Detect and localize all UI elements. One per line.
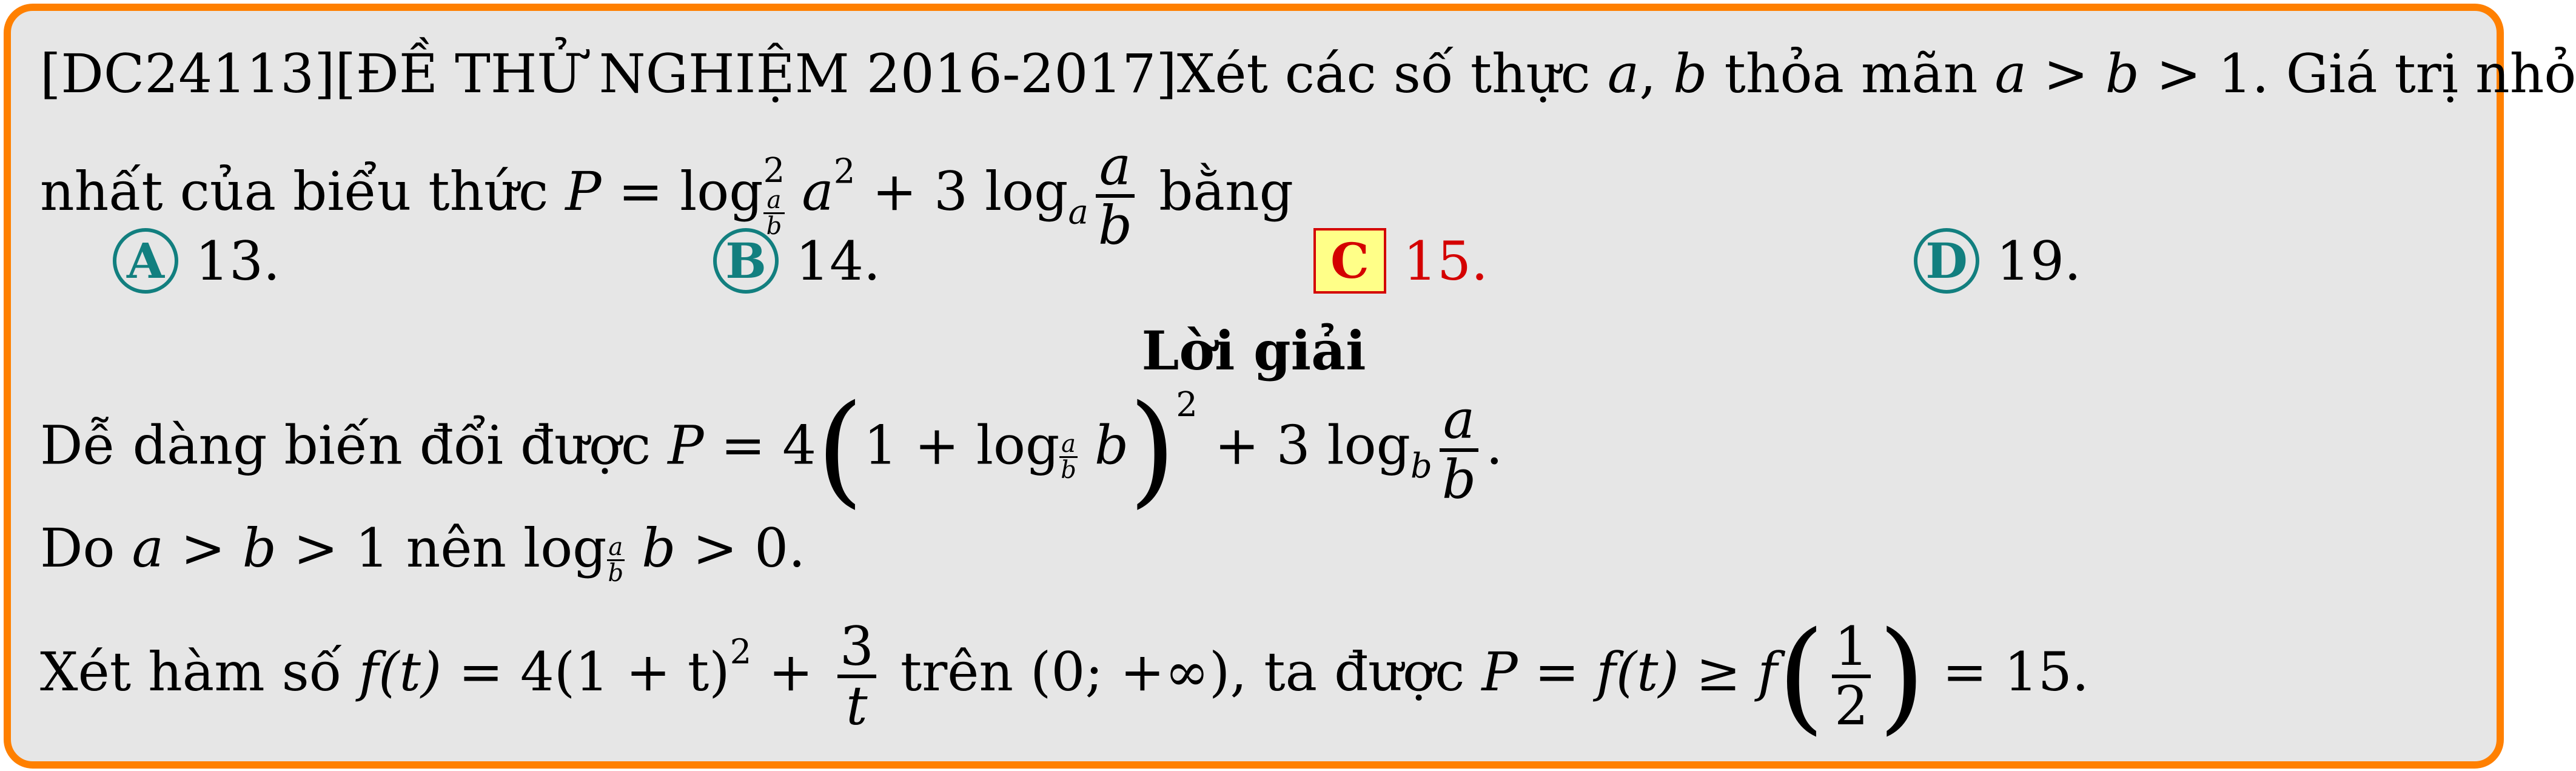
solution-line-2: Do a > b > 1 nên log $\frac{a}{b}$ b > 0. bbox=[40, 517, 806, 587]
fraction-a-over-b: $\frac{a}{b}$ bbox=[1440, 392, 1478, 508]
question-line-2: nhất của biểu thức P = log 2 $\frac{a}{b}$ $a^2 + 3$ $\log_a$ $\frac{a}{b}$ bằng bbox=[40, 135, 1293, 257]
solution-line-3: Xét hàm số $f(t) = 4(1 + t)^2$ + $\frac{3}{t}$ trên (0; +∞), ta được P = f(t) ≥ f( $\frac{1}{2}$ ) = 15. bbox=[40, 605, 2089, 747]
log-sup-sub: 2 $\frac{a}{b}$ bbox=[763, 150, 785, 240]
option-b-value: 14. bbox=[796, 229, 880, 292]
option-a-value: 13. bbox=[195, 229, 280, 292]
log-base-fraction: $\frac{a}{b}$ bbox=[1061, 430, 1076, 485]
option-d-value: 19. bbox=[1996, 229, 2081, 292]
option-d-badge: D bbox=[1914, 228, 1979, 294]
solution-heading: Lời giải bbox=[1141, 319, 1366, 382]
option-d[interactable] bbox=[1914, 224, 2081, 297]
option-c-value: 15. bbox=[1403, 229, 1488, 292]
log-base-fraction: $\frac{a}{b}$ bbox=[608, 533, 624, 587]
solution-line-1: Dễ dàng biến đổi được P = 4(1 + log $\frac{a}{b}$ b)$^2$ + 3 $\log_b$ $\frac{a}{b}$ . bbox=[40, 379, 1503, 520]
option-a[interactable] bbox=[113, 224, 280, 297]
option-c-badge: C bbox=[1313, 228, 1386, 294]
fraction-a-over-b: $\frac{a}{b}$ bbox=[1096, 138, 1135, 254]
question-code: [DC24113][ĐỀ THỬ NGHIỆM 2016-2017] bbox=[40, 42, 1177, 105]
fraction-3-over-t: $\frac{3}{t}$ bbox=[837, 619, 876, 735]
option-c-correct[interactable] bbox=[1313, 224, 1488, 297]
fraction-one-half: $\frac{1}{2}$ bbox=[1832, 619, 1871, 735]
option-b-badge: B bbox=[713, 228, 779, 294]
log-base-fraction: $\frac{a}{b}$ bbox=[763, 188, 785, 238]
question-line-1: [DC24113][ĐỀ THỬ NGHIỆM 2016-2017]Xét các số thực a, b thỏa mãn a > b > 1. Giá trị nhỏ bbox=[40, 42, 2576, 105]
option-b[interactable] bbox=[713, 224, 880, 297]
option-a-badge: A bbox=[113, 228, 178, 294]
expression-P: P bbox=[565, 160, 602, 223]
